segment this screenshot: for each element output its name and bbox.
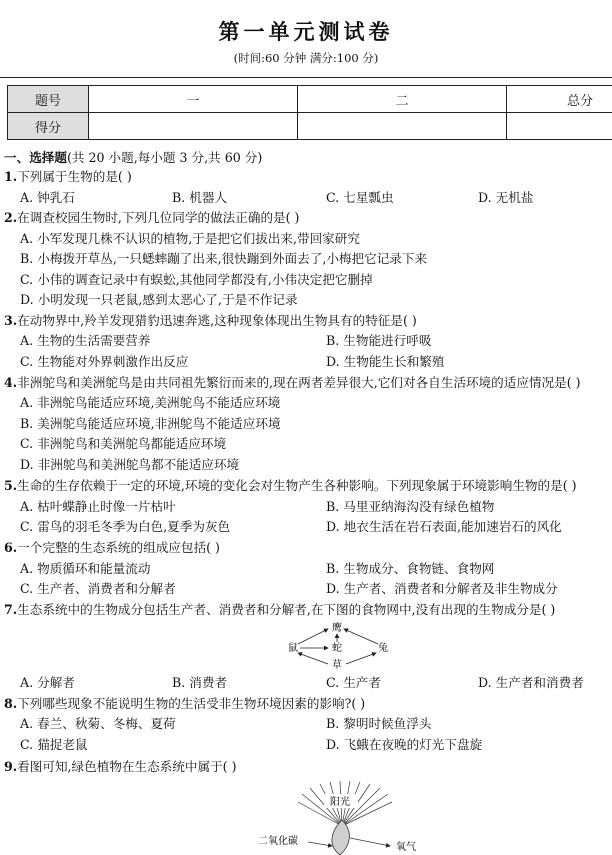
question-number: 8. bbox=[4, 696, 18, 711]
option[interactable]: A. 非洲鸵鸟能适应环境,美洲鸵鸟不能适应环境 bbox=[20, 395, 281, 410]
question-number: 4. bbox=[4, 375, 18, 390]
score-input-cell[interactable] bbox=[89, 113, 298, 140]
o2-arrow bbox=[350, 838, 390, 846]
table-cell: 得分 bbox=[8, 113, 89, 140]
question-number: 2. bbox=[4, 210, 18, 225]
option[interactable]: B. 生物能进行呼吸 bbox=[326, 333, 432, 348]
top-divider bbox=[0, 77, 612, 78]
page-title: 第一单元测试卷 bbox=[218, 19, 394, 44]
option[interactable]: B. 小梅拨开草丛,一只蟋蟀蹦了出来,很快蹦到外面去了,小梅把它记录下来 bbox=[20, 251, 428, 266]
question-number: 9. bbox=[4, 759, 18, 774]
question-stem bbox=[4, 311, 417, 332]
option[interactable]: B. 消费者 bbox=[172, 675, 228, 690]
option[interactable]: D. 飞蛾在夜晚的灯光下盘旋 bbox=[326, 737, 483, 752]
table-cell: 题号 bbox=[8, 86, 89, 113]
option[interactable]: C. 七星瓢虫 bbox=[326, 190, 394, 205]
section-title: 一、选择题 bbox=[4, 150, 67, 165]
option[interactable]: B. 机器人 bbox=[172, 190, 228, 205]
co2-arrow bbox=[308, 842, 332, 846]
section-note: (共 20 小题,每小题 3 分,共 60 分) bbox=[66, 150, 263, 165]
sun-label: 阳光 bbox=[330, 797, 350, 808]
score-input-cell[interactable] bbox=[298, 113, 507, 140]
option[interactable]: C. 非洲鸵鸟和美洲鸵鸟都能适应环境 bbox=[20, 436, 227, 451]
question-stem bbox=[4, 167, 132, 188]
option[interactable]: C. 雷鸟的羽毛冬季为白色,夏季为灰色 bbox=[20, 519, 231, 534]
question-stem bbox=[4, 373, 581, 394]
option[interactable]: D. 生产者、消费者和分解者及非生物成分 bbox=[326, 581, 558, 596]
option[interactable]: D. 地衣生活在岩石表面,能加速岩石的风化 bbox=[326, 519, 562, 534]
arrow-rabbit-eagle bbox=[344, 629, 378, 644]
leaf-icon bbox=[332, 820, 349, 855]
table-row bbox=[8, 86, 612, 113]
option[interactable]: A. 分解者 bbox=[20, 675, 75, 690]
food-web-eagle: 鹰 bbox=[332, 623, 342, 634]
stem-text: 下列属于生物的是( ) bbox=[17, 169, 132, 184]
question-number: 1. bbox=[4, 169, 18, 184]
food-web-diagram bbox=[276, 620, 416, 672]
option[interactable]: D. 生物能生长和繁殖 bbox=[326, 354, 445, 369]
stem-text: 在动物界中,羚羊发现猎豹迅速奔逃,这种现象体现出生物具有的特征是( ) bbox=[17, 313, 417, 328]
stem-text: 生态系统中的生物成分包括生产者、消费者和分解者,在下图的食物网中,没有出现的生物成分是( ) bbox=[17, 602, 556, 617]
question-number: 5. bbox=[4, 478, 18, 493]
food-web-snake: 蛇 bbox=[332, 643, 342, 654]
option[interactable]: C. 猫捉老鼠 bbox=[20, 737, 88, 752]
stem-text: 在调查校园生物时,下列几位同学的做法正确的是( ) bbox=[17, 210, 300, 225]
stem-text: 非洲鸵鸟和美洲鸵鸟是由共同祖先繁衍而来的,现在两者差异很大,它们对各自生活环境的适应情况是( ) bbox=[17, 375, 581, 390]
option[interactable]: C. 小伟的调查记录中有蜈蚣,其他同学都没有,小伟决定把它删掉 bbox=[20, 272, 373, 287]
co2-label: 二氧化碳 bbox=[258, 836, 298, 847]
option[interactable]: C. 生产者、消费者和分解者 bbox=[20, 581, 176, 596]
question-stem bbox=[4, 476, 577, 497]
question-stem bbox=[4, 694, 365, 715]
option[interactable]: D. 生产者和消费者 bbox=[478, 675, 584, 690]
arrow-grass-mouse bbox=[298, 653, 328, 664]
option[interactable]: B. 马里亚纳海沟没有绿色植物 bbox=[326, 499, 495, 514]
option[interactable]: A. 春兰、秋菊、冬梅、夏荷 bbox=[20, 716, 176, 731]
plant-diagram bbox=[250, 780, 430, 855]
option[interactable]: C. 生产者 bbox=[326, 675, 381, 690]
food-web-grass: 草 bbox=[332, 660, 342, 671]
option[interactable]: C. 生物能对外界刺激作出反应 bbox=[20, 354, 189, 369]
food-web-rabbit: 兔 bbox=[378, 643, 388, 654]
table-cell: 二 bbox=[298, 86, 507, 113]
score-input-cell[interactable] bbox=[507, 113, 612, 140]
table-cell: 总分 bbox=[507, 86, 612, 113]
option[interactable]: A. 生物的生活需要营养 bbox=[20, 333, 151, 348]
option[interactable]: B. 生物成分、食物链、食物网 bbox=[326, 561, 495, 576]
option[interactable]: A. 物质循环和能量流动 bbox=[20, 561, 151, 576]
exam-info: (时间:60 分钟 满分:100 分) bbox=[233, 51, 379, 65]
section-heading bbox=[4, 147, 262, 166]
stem-text: 下列哪些现象不能说明生物的生活受非生物环境因素的影响?( ) bbox=[17, 696, 366, 711]
option[interactable]: B. 黎明时候鱼浮头 bbox=[326, 716, 432, 731]
question-number: 6. bbox=[4, 540, 18, 555]
o2-label: 氧气 bbox=[396, 842, 416, 853]
food-web-mouse: 鼠 bbox=[288, 643, 298, 654]
question-number: 7. bbox=[4, 602, 18, 617]
option[interactable]: A. 钟乳石 bbox=[20, 190, 75, 205]
option[interactable]: D. 无机盐 bbox=[478, 190, 534, 205]
question-stem bbox=[4, 208, 299, 229]
question-stem bbox=[4, 538, 220, 559]
arrow-grass-rabbit bbox=[346, 653, 376, 664]
option[interactable]: D. 小明发现一只老鼠,感到太恶心了,于是不作记录 bbox=[20, 292, 298, 307]
stem-text: 生命的生存依赖于一定的环境,环境的变化会对生物产生各种影响。下列现象属于环境影响生物的是( ) bbox=[17, 478, 577, 493]
option[interactable]: B. 美洲鸵鸟能适应环境,非洲鸵鸟不能适应环境 bbox=[20, 416, 281, 431]
option[interactable]: A. 小军发现几株不认识的植物,于是把它们拔出来,带回家研究 bbox=[20, 231, 360, 246]
score-table bbox=[7, 85, 612, 140]
question-stem bbox=[4, 757, 237, 778]
table-row bbox=[8, 113, 612, 140]
arrow-mouse-eagle bbox=[298, 629, 328, 644]
option[interactable]: D. 非洲鸵鸟和美洲鸵鸟都不能适应环境 bbox=[20, 457, 240, 472]
option[interactable]: A. 枯叶蝶静止时像一片枯叶 bbox=[20, 499, 176, 514]
stem-text: 一个完整的生态系统的组成应包括( ) bbox=[17, 540, 220, 555]
question-stem bbox=[4, 600, 555, 621]
stem-text: 看图可知,绿色植物在生态系统中属于( ) bbox=[17, 759, 237, 774]
question-number: 3. bbox=[4, 313, 18, 328]
table-cell: 一 bbox=[89, 86, 298, 113]
